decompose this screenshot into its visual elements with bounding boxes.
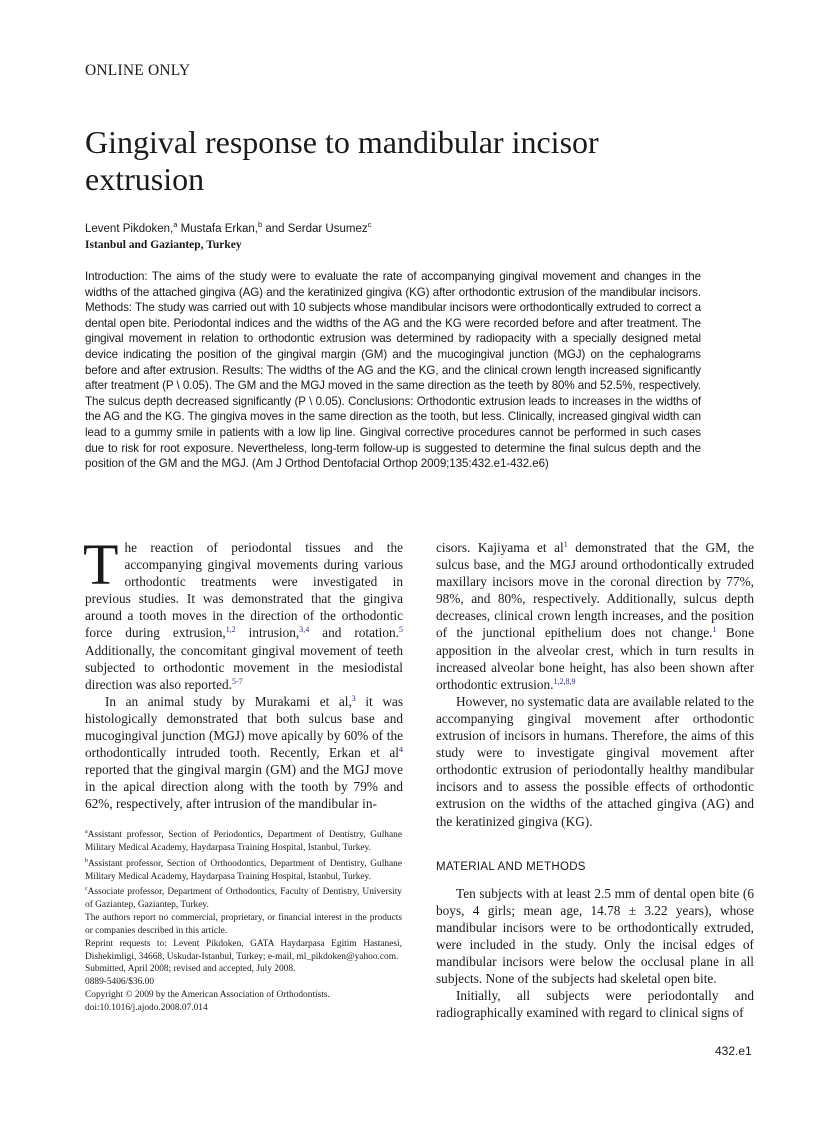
author-mark: a <box>173 220 178 229</box>
author-name: Levent Pikdoken, <box>85 222 174 235</box>
paragraph-text: he reaction of periodontal tissues and the accompanying gingival movements during various orthodontic treatments were investigated in previous studies. It was demonstrated that the gingiva around a tooth moves in the direction of the orthodontic force during extrusion, <box>85 540 403 641</box>
footnote <box>85 963 402 976</box>
citation-link[interactable]: 5-7 <box>231 676 243 686</box>
article-title: Gingival response to mandibular incisor extrusion <box>85 124 599 197</box>
paragraph-text: cisors. Kajiyama et al <box>436 540 564 555</box>
citation-link[interactable]: 5 <box>399 625 403 635</box>
author-mark: c <box>367 220 372 229</box>
paragraph-text: Ten subjects with at least 2.5 mm of dental open bite (6 boys, 4 girls; mean age, 14.78 ± 3.22 years), whose mandibular incisors were to be orthodontically extruded, were included in the study. Only the incisal edges of mandibular incisors were below the occlusal plane in all subjects. None of the subjects had skeletal open bite. <box>436 885 754 987</box>
footnote-text: 0889-5406/$36.00 <box>85 977 155 988</box>
body-paragraph <box>436 987 754 1021</box>
paragraph-text: Additionally, the concomitant gingival movement of teeth subjected to orthodontic movement in the mesiodistal direction was also reported. <box>85 642 403 692</box>
paragraph-text: intrusion, <box>235 625 300 641</box>
footnote <box>85 989 402 1002</box>
footnote <box>85 826 402 855</box>
footnote-mark: c <box>85 886 88 893</box>
abstract: Introduction: The aims of the study were to evaluate the rate of accompanying gingival movement and changes in the widths of the attached gingiva (AG) and the keratinized gingiva (KG) after orthodontic extrusion of the mandibular incisors. Methods: The study was carried out with 10 subjects whose mandibular incisors were orthodontically extruded to correct a dental open bite. Periodontal indices and the widths of the AG and the KG were recorded before and after treatment. The gingival movement in relation to orthodontic extrusion was determined by radiopacity with a specially designed metal device indicating the position of the gingival margin (GM) and the mucogingival junction (MGJ) on the cephalograms before and after extrusion. Results: The widths of the AG and the KG, and the clinical crown length increased significantly after treatment (P \ 0.05). The GM and the MGJ moved in the same direction as the teeth by 80% and 52.5%, respectively. The sulcus depth decreased significantly (P \ 0.05). Conclusions: Orthodontic extrusion leads to increases in the widths of the AG and the KG. The gingiva moves in the same direction as the tooth, but less. Clinically, increased gingival width can lead to a gummy smile in patients with a low lip line. Gingival corrective procedures cannot be performed in such cases due to risk for root exposure. Nevertheless, long-term follow-up is suggested to determine the final sulcus depth and the position of the GM and the MGJ. (Am J Orthod Dentofacial Orthop 2009;135:432.e1-432.e6) <box>85 270 701 471</box>
footnote-text: The authors report no commercial, proprietary, or financial interest in the products or companies described in this article. <box>85 913 402 936</box>
body-paragraph <box>436 885 754 988</box>
section-heading: MATERIAL AND METHODS <box>436 860 586 873</box>
body-paragraph <box>436 539 754 693</box>
right-column <box>436 539 754 1021</box>
footnote-text: Assistant professor, Section of Periodontics, Department of Dentistry, Gulhane Military Medical Academy, Haydarpasa Training Hospital, Istanbul, Turkey. <box>85 830 402 853</box>
footnote-mark: a <box>85 829 88 835</box>
paragraph-text: and rotation. <box>309 625 399 641</box>
footnote <box>85 976 402 989</box>
footnote <box>85 1002 402 1015</box>
footnote-text: Assistant professor, Section of Orthoodontics, Department of Dentistry, Gulhane Military Medical Academy, Haydarpasa Training Hospital, Istanbul, Turkey. <box>85 858 402 882</box>
drop-cap: T <box>83 532 119 597</box>
footnote-text: doi:10.1016/j.ajodo.2008.07.014 <box>85 1002 208 1013</box>
paragraph-text: demonstrated that the GM, the sulcus base, and the MGJ around orthodontically extruded maxillary incisors move in the coronal direction by 77%, 98%, and 80%, respectively. Additionally, sulcus depth decreases, clinical crown length increases, and the position of the junctional epithelium does not change. <box>436 540 755 641</box>
page-number: 432.e1 <box>715 1044 752 1058</box>
footnote-text: Reprint requests to: Levent Pikdoken, GATA Haydarpasa Egitim Hastanesi, Dishekimligi, 34668, Uskudar-Istanbul, Turkey; e-mail, ml_pikdoken@yahoo.com. <box>85 938 402 962</box>
footnote-text: Submitted, April 2008; revised and accepted, July 2008. <box>85 964 296 975</box>
paragraph-text: In an animal study by Murakami et al, <box>105 693 352 709</box>
footnote <box>85 855 402 884</box>
left-column <box>83 532 403 813</box>
citation-link[interactable]: 3 <box>351 693 356 703</box>
author-name: and Serdar Usumez <box>262 222 368 235</box>
paragraph-text: Initially, all subjects were periodontally and radiographically examined with regard to clinical signs of <box>436 988 754 1021</box>
citation-link[interactable]: 1,2 <box>225 625 236 635</box>
citation-link[interactable]: 1,2,8,9 <box>553 676 576 686</box>
citation-link[interactable]: 4 <box>399 745 403 755</box>
citation-link[interactable]: 3,4 <box>299 625 310 635</box>
footnote <box>85 938 402 964</box>
footnote-text: Copyright © 2009 by the American Association of Orthodontists. <box>85 989 330 1000</box>
affiliation: Istanbul and Gaziantep, Turkey <box>85 239 242 251</box>
paragraph-text: Bone apposition in the alveolar crest, which in turn results in increased alveolar bone height, has also been shown after orthodontic extrusion. <box>436 625 754 692</box>
footnote-mark: b <box>85 857 88 864</box>
online-only-label: ONLINE ONLY <box>85 62 191 79</box>
footnote-text: Associate professor, Department of Orthodontics, Faculty of Dentistry, University of Gaziantep, Gaziantep, Turkey. <box>85 887 402 911</box>
citation-link[interactable]: 1 <box>563 540 568 549</box>
author-list <box>85 220 371 235</box>
footnote <box>85 883 402 912</box>
paragraph-text: reported that the gingival margin (GM) and the MGJ move in the apical direction along with the tooth by 79% and 62%, respectively, after intrusion of the mandibular in- <box>85 762 403 812</box>
body-paragraph <box>85 693 403 813</box>
author-mark: b <box>257 220 263 229</box>
author-name: Mustafa Erkan, <box>177 222 258 235</box>
body-paragraph <box>83 532 403 693</box>
footnote <box>85 912 402 938</box>
body-paragraph <box>436 693 754 830</box>
paragraph-text: However, no systematic data are available related to the accompanying gingival movement after orthodontic extrusion of incisors in humans. Therefore, the aims of this study were to investigate gingival movement after orthodontic extrusion of periodontally healthy mandibular incisors and to assess the possible effects of orthodontic extrusion on the widths of the attached gingiva (AG) and the keratinized gingiva (KG). <box>436 693 754 829</box>
footnotes <box>85 826 402 1015</box>
citation-link[interactable]: 1 <box>712 625 717 635</box>
paragraph-text: it was histologically demonstrated that both sulcus base and mucogingival junction (MGJ) move apically by 60% of the orthodontically intruded tooth. Recently, Erkan et al <box>85 693 403 761</box>
